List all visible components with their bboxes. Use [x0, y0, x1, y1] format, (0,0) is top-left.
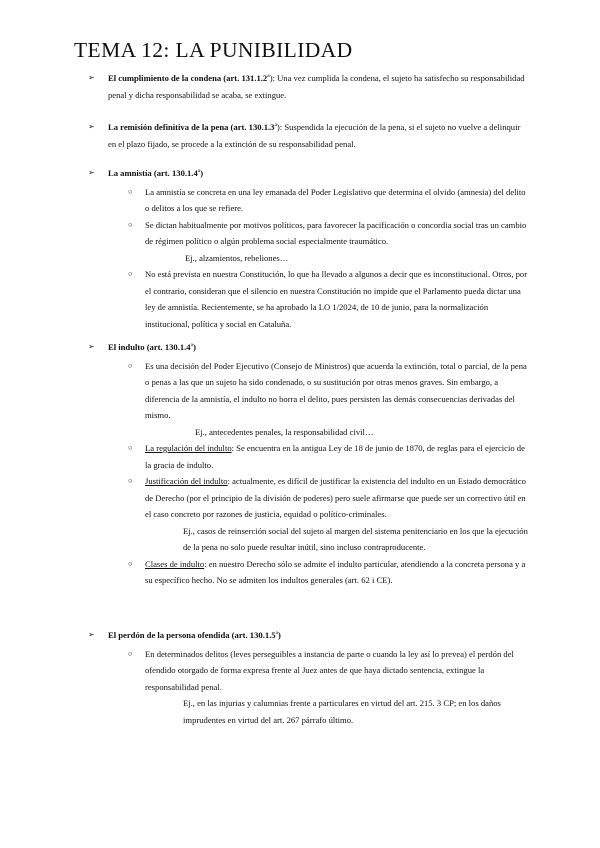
list-item-text: : Se encuentra en la antigua Ley de 18 de junio de 1870, de reglas para el ejercicio de la gracia de indulto. [145, 443, 525, 470]
circle-bullet-icon: ○ [128, 186, 133, 196]
list-item-text: La amnistía se concreta en una ley emanada del Poder Legislativo que determina el olvido (amnesia) del delito o delitos a los que se refiere. [145, 186, 526, 213]
section-heading: La remisión definitiva de la pena (art. 130.1.3 [108, 122, 275, 132]
list-item [88, 646, 528, 696]
underlined-term: Clases de indulto [145, 558, 205, 569]
section-text: ): Una vez cumplida la condena, el sujeto ha satisfecho su responsabilidad penal y dicha responsabilidad se acaba, se extingue. [108, 73, 525, 100]
example-line: Ej., alzamientos, rebeliones… [185, 252, 289, 263]
circle-bullet-icon: ○ [128, 558, 133, 568]
section-text: ): Suspendida la ejecución de la pena, si el sujeto no vuelve a delinquir en el plazo fijado, se procede a la extinción de su responsabilidad penal. [108, 122, 521, 149]
list-item-text: : en nuestro Derecho sólo se admite el indulto particular, atendiendo a la concreta persona y a su específico hecho. No se admiten los indultos generales (art. 62 i CE). [145, 558, 526, 585]
circle-bullet-icon: ○ [128, 360, 133, 370]
section-remision [88, 119, 528, 152]
list-item [88, 184, 528, 217]
list-item [88, 266, 528, 332]
list-item [88, 556, 528, 589]
circle-bullet-icon: ○ [128, 269, 133, 278]
underlined-term: La regulación del indulto [145, 443, 232, 453]
superscript: a [267, 73, 270, 80]
superscript: a [274, 122, 277, 129]
example-line: Ej., antecedentes penales, la responsabilidad civil… [195, 426, 374, 437]
circle-bullet-icon: ○ [128, 219, 133, 229]
list-item-text: Es una decisión del Poder Ejecutivo (Consejo de Ministros) que acuerda la extinción, total o parcial, de la pena o penas a las que un sujeto ha sido condenado, o su sustitución por otras menos graves. Sin embargo, a diferencia de la amnistía, el indulto no borra el delito, pues persisten las demás consecuencias derivadas del mismo. [145, 360, 527, 420]
section-heading: El cumplimiento de la condena (art. 131.1.2 [108, 73, 268, 83]
arrow-bullet-icon: ➢ [88, 342, 95, 351]
superscript: a [190, 342, 194, 349]
underlined-term: Justificación del indulto [145, 476, 228, 486]
section-amnistia [88, 165, 528, 332]
section-heading: El perdón de la persona ofendida (art. 130.1.5 [108, 630, 276, 640]
heading-close: ) [193, 342, 196, 352]
heading-close: ) [278, 630, 281, 640]
superscript: a [275, 630, 279, 637]
example-line: Ej., en las injurias y calumnias frente a particulares en virtud del art. 215. 3 CP; en los daños imprudentes en virtud del art. 267 párrafo último. [183, 698, 501, 725]
list-item-text: No está prevista en nuestra Constitución, lo que ha llevado a algunos a decir que es inconstitucional. Otros, por el contrario, consideran que el silencio en nuestra Constitución no impide que el Parlamento pueda dictar una ley de amnistía. Recientemente, se ha aprobado la LO 1/2024, de 10 de junio, para la normalización institucional, política y social en Cataluña. [145, 269, 528, 329]
section-heading: El indulto (art. 130.1.4 [108, 342, 191, 352]
arrow-bullet-icon: ➢ [88, 168, 95, 177]
superscript: a [197, 168, 201, 175]
section-heading: La amnistía (art. 130.1.4 [108, 168, 198, 178]
circle-bullet-icon: ○ [128, 443, 133, 452]
arrow-bullet-icon: ➢ [88, 630, 95, 639]
list-item-text: En determinados delitos (leves perseguibles a instancia de parte o cuando la ley así lo prevea) el perdón del ofendido otorgado de forma expresa frente al Juez antes de que haya dictado sentencia, extingue la responsabilidad penal. [145, 648, 514, 692]
page-title: TEMA 12: LA PUNIBILIDAD [74, 38, 353, 62]
list-item [88, 440, 528, 473]
heading-close: ) [200, 168, 204, 178]
list-item-text: Se dictan habitualmente por motivos políticos, para favorecer la pacificación o concordia social tras un cambio de régimen político o algún problema social especialmente traumático. [145, 219, 527, 246]
section-indulto [88, 339, 528, 589]
arrow-bullet-icon: ➢ [88, 73, 95, 82]
section-cumplimiento [88, 70, 528, 103]
circle-bullet-icon: ○ [128, 648, 133, 658]
arrow-bullet-icon: ➢ [88, 122, 95, 131]
section-perdon [88, 627, 528, 728]
list-item-text: : actualmente, es difícil de justificar la existencia del indulto en un Estado democrático de Derecho (por el principio de la división de poderes) pero suele afirmarse que puede ser un correctivo útil en el caso concreto por razones de justicia, equidad o político-criminales. [145, 476, 526, 519]
list-item [88, 217, 528, 250]
circle-bullet-icon: ○ [128, 476, 133, 485]
list-item [88, 473, 528, 523]
example-line: Ej., casos de reinserción social del sujeto al margen del sistema penitenciario en los que la ejecución de la pena no solo puede resultar inútil, sino incluso contraproducente. [183, 525, 528, 552]
list-item [88, 358, 528, 424]
